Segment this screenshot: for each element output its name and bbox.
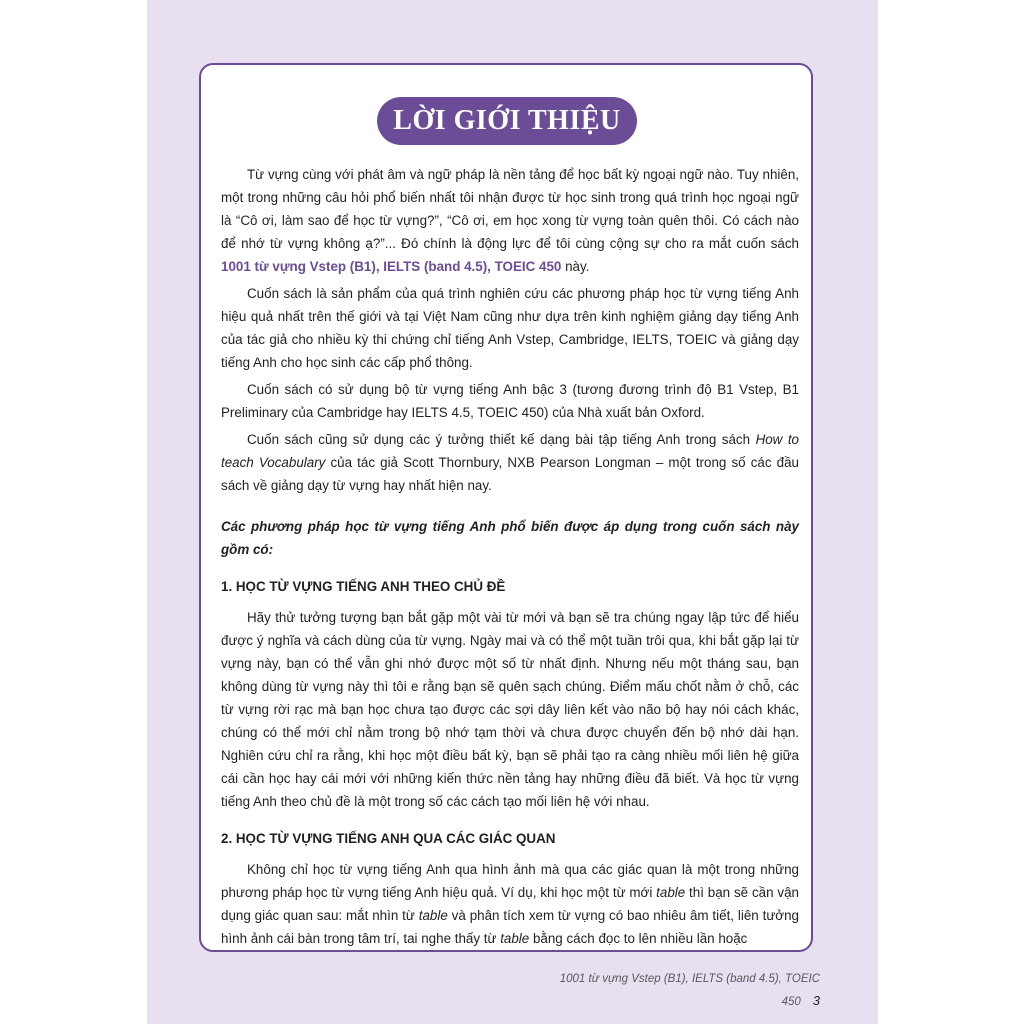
intro-paragraph-1: Từ vựng cùng với phát âm và ngữ pháp là nền tảng để học bất kỳ ngoại ngữ nào. Tuy nhiên, một trong những câu hỏi phổ biến nhất tôi nhận được từ học sinh trong quá trình học ngoại ngữ là “Cô ơi, làm sao để học từ vựng?”, “Cô ơi, em học xong từ vựng toàn quên thôi. Có cách nào để nhớ từ vựng không ạ?”... Đó chính là động lực để tôi cùng cộng sự cho ra mắt cuốn sách 1001 từ vựng Vstep (B1), IELTS (band 4.5), TOEIC 450 này. [221,167,799,274]
footer-book-title: 1001 từ vựng Vstep (B1), IELTS (band 4.5), TOEIC 450 [559,973,820,1008]
body-text [221,163,799,952]
section-2-body: Không chỉ học từ vựng tiếng Anh qua hình ảnh mà qua các giác quan là một trong những phương pháp học từ vựng tiếng Anh hiệu quả. Ví dụ, khi học một từ mới table thì bạn sẽ cần vận dụng giác quan sau: mắt nhìn từ table và phân tích xem từ vựng có bao nhiêu âm tiết, liên tưởng hình ảnh cái bàn trong tâm trí, tai nghe thấy từ table bằng cách đọc to lên nhiều lần hoặc [221,862,800,946]
book-title-highlight: 1001 từ vựng Vstep (B1), IELTS (band 4.5), TOEIC 450 [221,259,562,274]
page-title: LỜI GIỚI THIỆU [377,97,637,145]
section-1-body: Hãy thử tưởng tượng bạn bắt gặp một vài từ mới và bạn sẽ tra chúng ngay lập tức để hiểu được ý nghĩa và cách dùng của từ vựng. Ngày mai và có thể một tuần trôi qua, khi bắt gặp lại từ vựng này, bạn có thể vẫn ghi nhớ được một số từ nhất định. Nhưng nếu một tháng sau, bạn không dùng từ vựng này thì tôi e rằng bạn sẽ quên sạch chúng. Điểm mấu chốt nằm ở chỗ, các từ vựng rời rạc mà bạn học chưa tạo được các sợi dây liên kết vào não bộ hay nói cách khác, chúng có thể mới chỉ nằm trong bộ nhớ tạm thời và chưa được chuyển đến bộ nhớ dài hạn. Nghiên cứu chỉ ra rằng, khi học một điều bất kỳ, bạn sẽ phải tạo ra càng nhiều mối liên hệ giữa cái cần học hay cái mới với những kiến thức nền tảng hay những điều đã biết. Và học từ vựng tiếng Anh theo chủ đề là một trong số các cách tạo mối liên hệ với nhau. [221,610,799,809]
page-number: 3 [812,993,820,1008]
section-2-heading: 2. HỌC TỪ VỰNG TIẾNG ANH QUA CÁC GIÁC QUAN [221,831,556,846]
intro-paragraph-3: Cuốn sách có sử dụng bộ từ vựng tiếng Anh bậc 3 (tương đương trình độ B1 Vstep, B1 Preliminary của Cambridge hay IELTS 4.5, TOEIC 450) của Nhà xuất bản Oxford. [221,382,799,420]
methods-lead: Các phương pháp học từ vựng tiếng Anh phổ biến được áp dụng trong cuốn sách này gồm có: [221,519,799,557]
reference-book-title: How to teach Vocabulary [221,432,800,470]
section-1-heading: 1. HỌC TỪ VỰNG TIẾNG ANH THEO CHỦ ĐỀ [221,579,506,594]
intro-paragraph-4: Cuốn sách cũng sử dụng các ý tưởng thiết kế dạng bài tập tiếng Anh trong sách How to teach Vocabulary của tác giả Scott Thornbury, NXB Pearson Longman – một trong số các đầu sách về giảng dạy từ vựng hay nhất hiện nay. [221,432,800,493]
intro-paragraph-2: Cuốn sách là sản phẩm của quá trình nghiên cứu các phương pháp học từ vựng tiếng Anh hiệu quả nhất trên thế giới và tại Việt Nam cũng như dựa trên kinh nghiệm giảng dạy tiếng Anh của tác giả cho nhiều kỳ thi chứng chỉ tiếng Anh Vstep, Cambridge, IELTS, TOEIC và giảng dạy tiếng Anh cho học sinh các cấp phổ thông. [221,286,799,370]
content-frame [199,63,813,952]
page-footer [520,968,820,1008]
